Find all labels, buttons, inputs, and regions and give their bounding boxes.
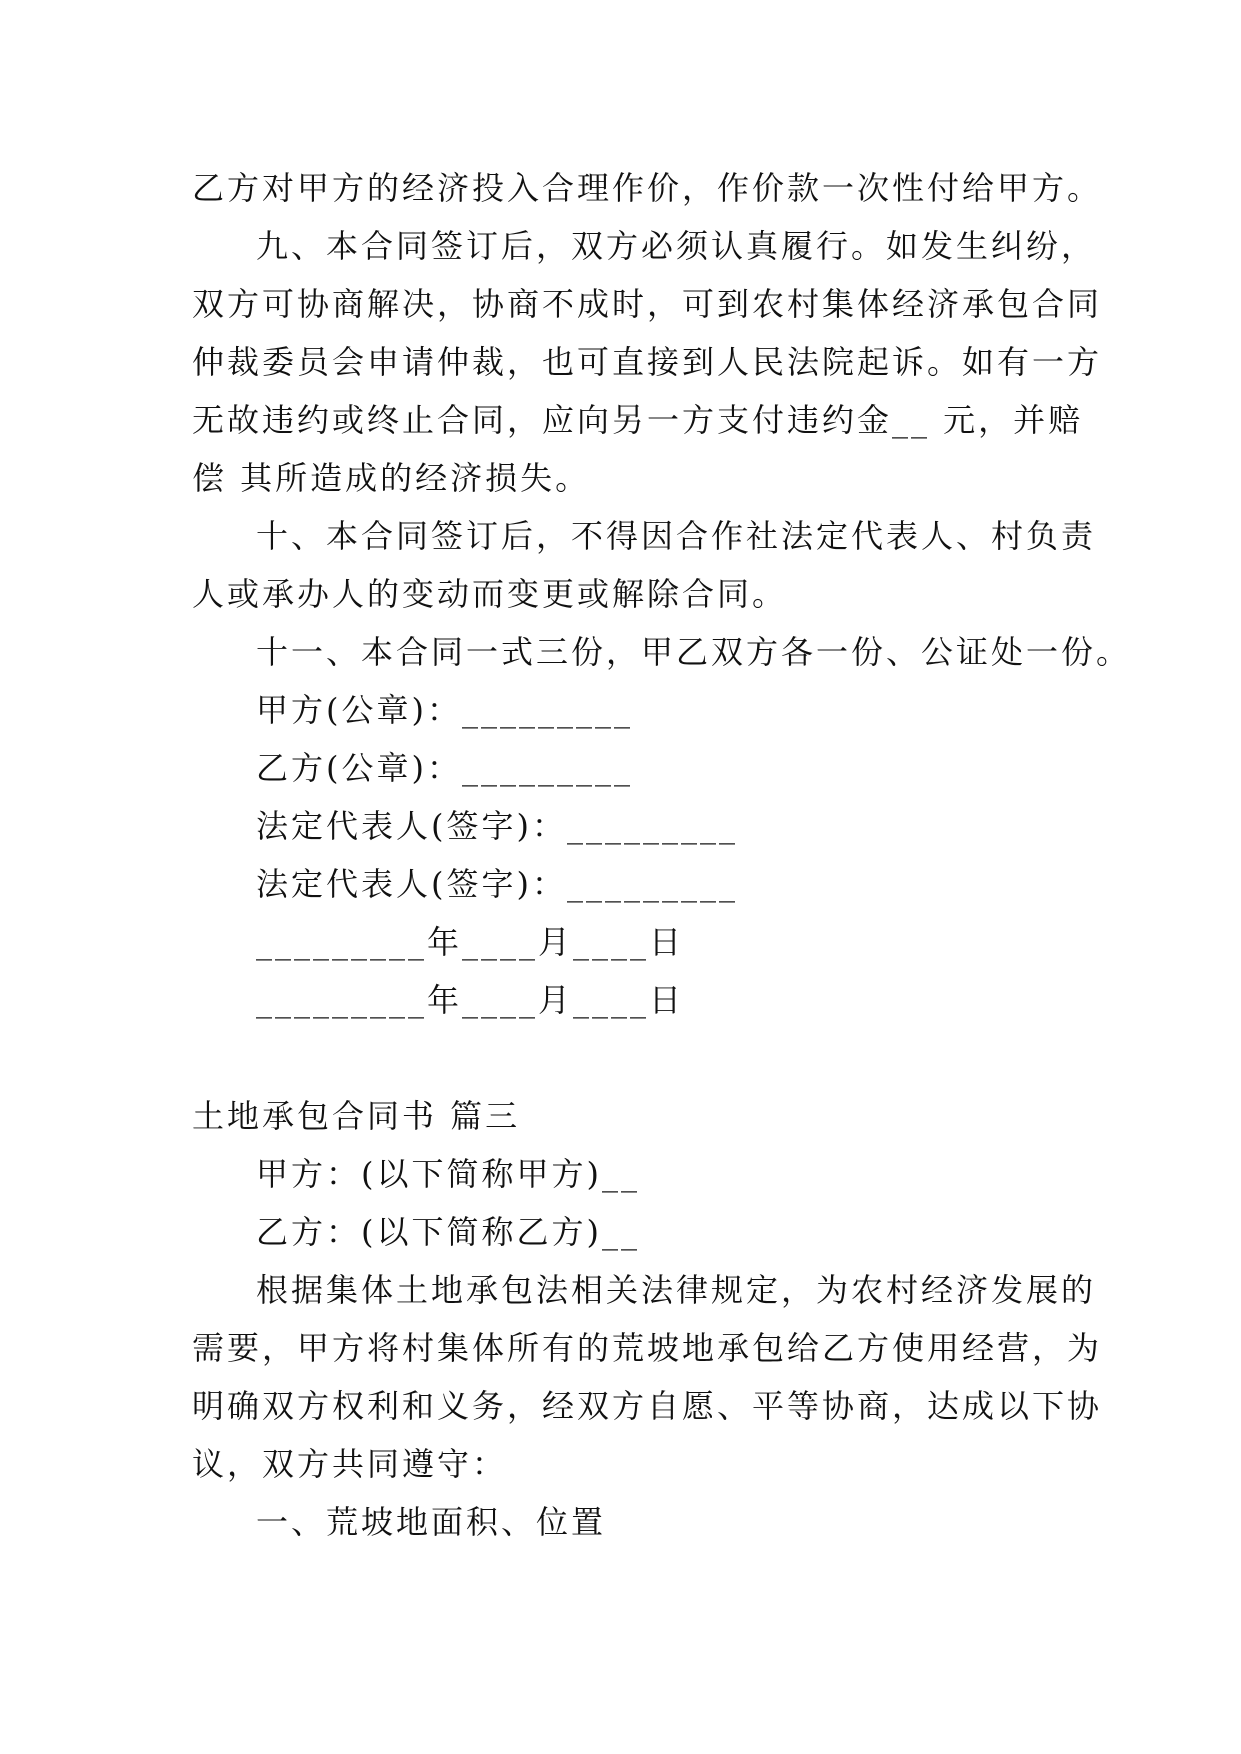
body-text-line: 议，双方共同遵守：: [192, 1445, 508, 1483]
clause-9-line: 九、本合同签订后，双方必须认真履行。如发生纠纷，: [256, 227, 1097, 265]
legal-representative-signature-line: 法定代表人(签字)：_________: [256, 807, 738, 845]
section-heading: 土地承包合同书 篇三: [192, 1097, 521, 1135]
date-line: _________年____月____日: [256, 981, 685, 1019]
party-a-seal-line: 甲方(公章)：_________: [256, 691, 633, 729]
body-text-line: 明确双方权利和义务，经双方自愿、平等协商，达成以下协: [192, 1387, 1103, 1425]
clause-10-line: 十、本合同签订后，不得因合作社法定代表人、村负责: [256, 517, 1097, 555]
date-line: _________年____月____日: [256, 923, 685, 961]
body-text-line: 双方可协商解决，协商不成时，可到农村集体经济承包合同: [192, 285, 1103, 323]
clause-1-heading: 一、荒坡地面积、位置: [256, 1503, 607, 1541]
body-text-line: 偿 其所造成的经济损失。: [192, 459, 591, 497]
clause-11-line: 十一、本合同一式三份，甲乙双方各一份、公证处一份。: [256, 633, 1132, 671]
party-b-seal-line: 乙方(公章)：_________: [256, 749, 633, 787]
body-text-line: 乙方对甲方的经济投入合理作价，作价款一次性付给甲方。: [192, 169, 1103, 207]
body-text-line: 需要，甲方将村集体所有的荒坡地承包给乙方使用经营，为: [192, 1329, 1103, 1367]
body-text-line: 无故违约或终止合同，应向另一方支付违约金__ 元，并赔: [192, 401, 1084, 439]
party-b-line: 乙方：(以下简称乙方)__: [256, 1213, 640, 1251]
body-text-line: 人或承办人的变动而变更或解除合同。: [192, 575, 788, 613]
party-a-line: 甲方：(以下简称甲方)__: [256, 1155, 640, 1193]
preamble-line: 根据集体土地承包法相关法律规定，为农村经济发展的: [256, 1271, 1097, 1309]
legal-representative-signature-line: 法定代表人(签字)：_________: [256, 865, 738, 903]
body-text-line: 仲裁委员会申请仲裁，也可直接到人民法院起诉。如有一方: [192, 343, 1103, 381]
